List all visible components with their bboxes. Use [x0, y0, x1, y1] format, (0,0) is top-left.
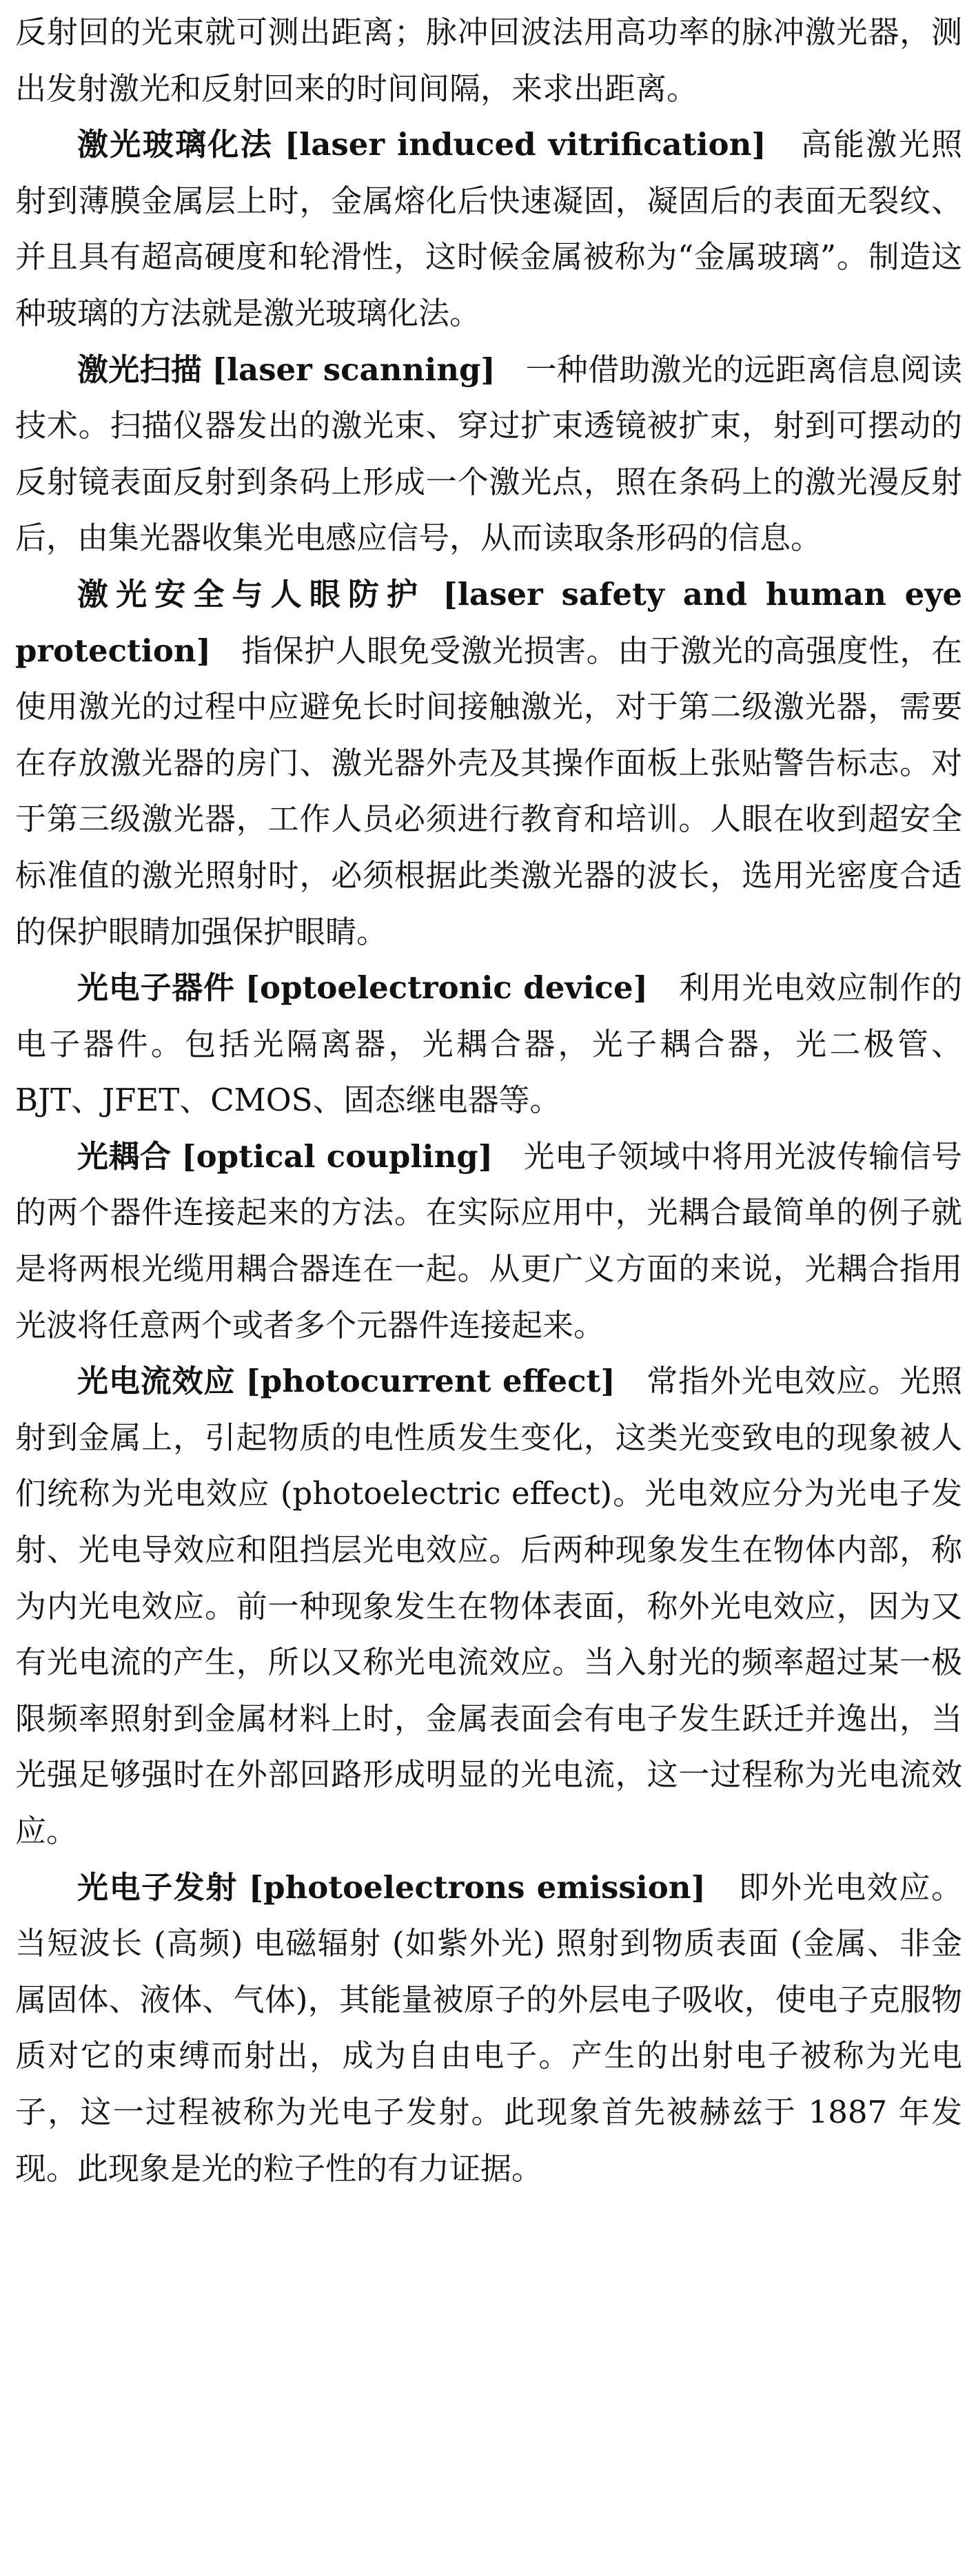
- entry-english-term: [photocurrent effect]: [245, 1363, 616, 1400]
- entry-term: 激光安全与人眼防护: [77, 575, 426, 612]
- intro-paragraph: 反射回的光束就可测出距离；脉冲回波法用高功率的脉冲激光器，测出发射激光和反射回来的时间间隔，来求出距离。: [15, 14, 962, 107]
- entry-definition: 一种借助激光的远距离信息阅读技术。扫描仪器发出的激光束、穿过扩束透镜被扩束，射到可摆动的反射镜表面反射到条码上形成一个激光点，照在条码上的激光漫反射后，由集光器收集光电感应信号，从而读取条形码的信息。: [15, 351, 962, 557]
- entry-photoelectrons-emission: [15, 1859, 962, 2197]
- entry-english-term: [laser safety and human eye protection]: [15, 575, 962, 669]
- entry-laser-induced-vitrification: [15, 116, 962, 341]
- entry-optoelectronic-device: [15, 960, 962, 1129]
- entry-term: 光电子器件: [77, 969, 235, 1007]
- entry-english-term: [photoelectrons emission]: [248, 1868, 706, 1906]
- entry-definition: 常指外光电效应。光照射到金属上，引起物质的电性质发生变化，这类光变致电的现象被人们统称为光电效应 (photoelectric effect)。光电效应分为光电子发射、光电导效应和阻挡层光电效应。后两种现象发生在物体内部，称为内光电效应。前一种现象发生在物体表面，称外光电效应，因为又有光电流的产生，所以又称光电流效应。当入射光的频率超过某一极限频率照射到金属材料上时，金属表面会有电子发生跃迁并逸出，当光强足够强时在外部回路形成明显的光电流，这一过程称为光电流效应。: [15, 1363, 962, 1849]
- entry-term: 光电子发射: [77, 1868, 238, 1906]
- entry-definition: 指保护人眼免受激光损害。由于激光的高强度性，在使用激光的过程中应避免长时间接触激光，对于第二级激光器，需要在存放激光器的房门、激光器外壳及其操作面板上张贴警告标志。对于第三级激光器，工作人员必须进行教育和培训。人眼在收到超安全标准值的激光照射时，必须根据此类激光器的波长，选用光密度合适的保护眼睛加强保护眼睛。: [15, 632, 962, 950]
- dictionary-page: [15, 4, 962, 2196]
- entry-term: 激光扫描: [77, 351, 203, 388]
- entry-definition: 即外光电效应。当短波长 (高频) 电磁辐射 (如紫外光) 照射到物质表面 (金属、非金属固体、液体、气体)，其能量被原子的外层电子吸收，使电子克服物质对它的束缚而射出，成为自由电子。产生的出射电子被称为光电子，这一过程被称为光电子发射。此现象首先被赫兹于 1887 年发现。此现象是光的粒子性的有力证据。: [15, 1868, 962, 2187]
- entry-definition: 光电子领域中将用光波传输信号的两个器件连接起来的方法。在实际应用中，光耦合最简单的例子就是将两根光缆用耦合器连在一起。从更广义方面的来说，光耦合指用光波将任意两个或者多个元器件连接起来。: [15, 1137, 962, 1343]
- entry-optical-coupling: [15, 1129, 962, 1353]
- entry-english-term: [laser induced vitrification]: [284, 126, 766, 163]
- entry-definition: 利用光电效应制作的电子器件。包括光隔离器，光耦合器，光子耦合器，光二极管、BJT、JFET、CMOS、固态继电器等。: [15, 969, 962, 1119]
- entry-definition: 高能激光照射到薄膜金属层上时，金属熔化后快速凝固，凝固后的表面无裂纹、并且具有超高硬度和轮滑性，这时候金属被称为“金属玻璃”。制造这种玻璃的方法就是激光玻璃化法。: [15, 126, 962, 331]
- entry-term: 光耦合: [77, 1137, 172, 1175]
- entry-photocurrent-effect: [15, 1353, 962, 1859]
- entry-english-term: [laser scanning]: [212, 351, 496, 388]
- entry-term: 激光玻璃化法: [77, 126, 274, 163]
- entry-laser-safety: [15, 566, 962, 960]
- entry-laser-scanning: [15, 342, 962, 566]
- entry-english-term: [optoelectronic device]: [245, 969, 648, 1007]
- entry-english-term: [optical coupling]: [181, 1137, 494, 1175]
- entry-term: 光电流效应: [77, 1363, 236, 1400]
